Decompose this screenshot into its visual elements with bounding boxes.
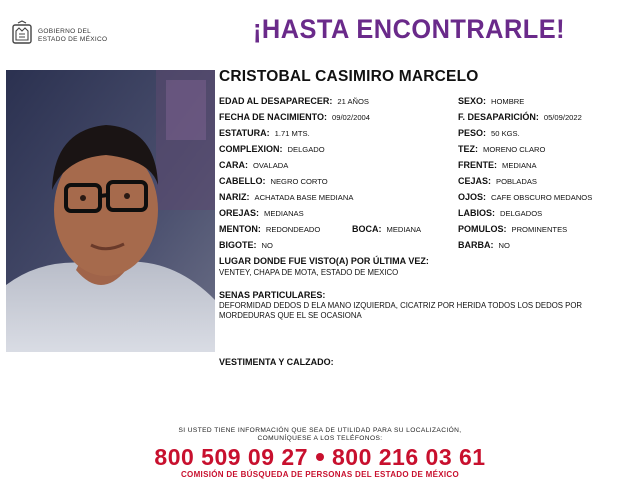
logo-line-1: GOBIERNO DEL [38,28,92,35]
field-value: MEDIANAS [264,209,304,218]
field-value: 50 KGS. [491,129,520,138]
field-label: SEXO: [458,96,487,106]
government-logo [10,20,120,48]
field-value: OVALADA [253,161,289,170]
field-tez [458,144,545,155]
field-value: 21 AÑOS [337,97,370,106]
phone-numbers [0,444,640,471]
field-boca [352,224,421,235]
field-value: NO [498,241,510,250]
field-value: POBLADAS [496,177,537,186]
particulars-label: SENAS PARTICULARES: [219,290,326,300]
field-label: BOCA: [352,224,382,234]
field-value: HOMBRE [491,97,525,106]
field-menton [219,224,320,235]
field-frente [458,160,537,171]
field-value: 1.71 MTS. [274,129,310,138]
field-value: DELGADO [287,145,325,154]
field-value: ACHATADA BASE MEDIANA [254,193,354,202]
field-nariz [219,192,353,203]
logo-line-2: ESTADO DE MÉXICO [38,36,108,43]
headline: ¡HASTA ENCONTRARLE! [253,14,566,44]
field-value: PROMINENTES [511,225,568,234]
field-desaparicion [458,112,582,123]
field-value: REDONDEADO [265,225,321,234]
field-cabello [219,176,328,187]
field-label: MENTON: [219,224,261,234]
field-orejas [219,208,304,219]
field-estatura [219,128,310,139]
field-value: NEGRO CORTO [270,177,328,186]
missing-person-photo [6,70,215,352]
field-label: NARIZ: [219,192,250,202]
field-bigote [219,240,273,251]
field-label: CARA: [219,160,248,170]
field-label: OREJAS: [219,208,260,218]
field-label: PESO: [458,128,487,138]
last-seen-value: VENTEY, CHAPA DE MOTA, ESTADO DE MEXICO [219,268,399,277]
field-cejas [458,176,537,187]
field-label: FRENTE: [458,160,497,170]
field-peso [458,128,520,139]
field-label: BIGOTE: [219,240,257,250]
field-labios [458,208,542,219]
field-complexion [219,144,325,155]
field-sexo [458,96,524,107]
field-label: FECHA DE NACIMIENTO: [219,112,327,122]
field-label: F. DESAPARICIÓN: [458,112,539,122]
commission-name: COMISIÓN DE BÚSQUEDA DE PERSONAS DEL ESTADO DE MÉXICO [180,470,459,479]
field-ojos [458,192,592,203]
field-label: TEZ: [458,144,478,154]
field-barba [458,240,510,251]
field-value: 05/09/2022 [543,113,582,122]
field-label: EDAD AL DESAPARECER: [219,96,333,106]
field-value: DELGADOS [500,209,543,218]
field-value: MEDIANA [502,161,537,170]
state-seal-icon [10,20,34,46]
field-label: OJOS: [458,192,487,202]
person-name: CRISTOBAL CASIMIRO MARCELO [219,68,479,85]
field-value: MORENO CLARO [483,145,546,154]
field-cara [219,160,288,171]
field-label: POMULOS: [458,224,507,234]
field-edad [219,96,369,107]
field-label: LABIOS: [458,208,495,218]
separator-dot-icon [316,453,324,461]
field-label: CEJAS: [458,176,492,186]
field-value: NO [261,241,273,250]
field-nacimiento [219,112,370,123]
footer-note-line-2: COMUNÍQUESE A LOS TELÉFONOS: [257,435,383,442]
field-pomulos [458,224,567,235]
field-value: MEDIANA [386,225,422,234]
footer-note-line-1: SI USTED TIENE INFORMACIÓN QUE SEA DE UTILIDAD PARA SU LOCALIZACIÓN, [178,427,462,434]
field-label: BARBA: [458,240,494,250]
clothing-label: VESTIMENTA Y CALZADO: [219,357,334,367]
last-seen-label: LUGAR DONDE FUE VISTO(A) POR ÚLTIMA VEZ: [219,256,429,266]
field-label: CABELLO: [219,176,266,186]
field-value: CAFE OBSCURO MEDANOS [491,193,593,202]
field-label: ESTATURA: [219,128,270,138]
field-label: COMPLEXION: [219,144,283,154]
phone-1[interactable]: 800 509 09 27 [154,444,308,470]
particulars-value: DEFORMIDAD DEDOS D ELA MANO IZQUIERDA, CICATRIZ POR HERIDA TODOS LOS DEDOS POR MORDEDURAS QUE EL SE OCASIONA [219,301,583,320]
field-value: 09/02/2004 [332,113,371,122]
portrait-image [6,70,215,352]
phone-2[interactable]: 800 216 03 61 [332,444,486,470]
